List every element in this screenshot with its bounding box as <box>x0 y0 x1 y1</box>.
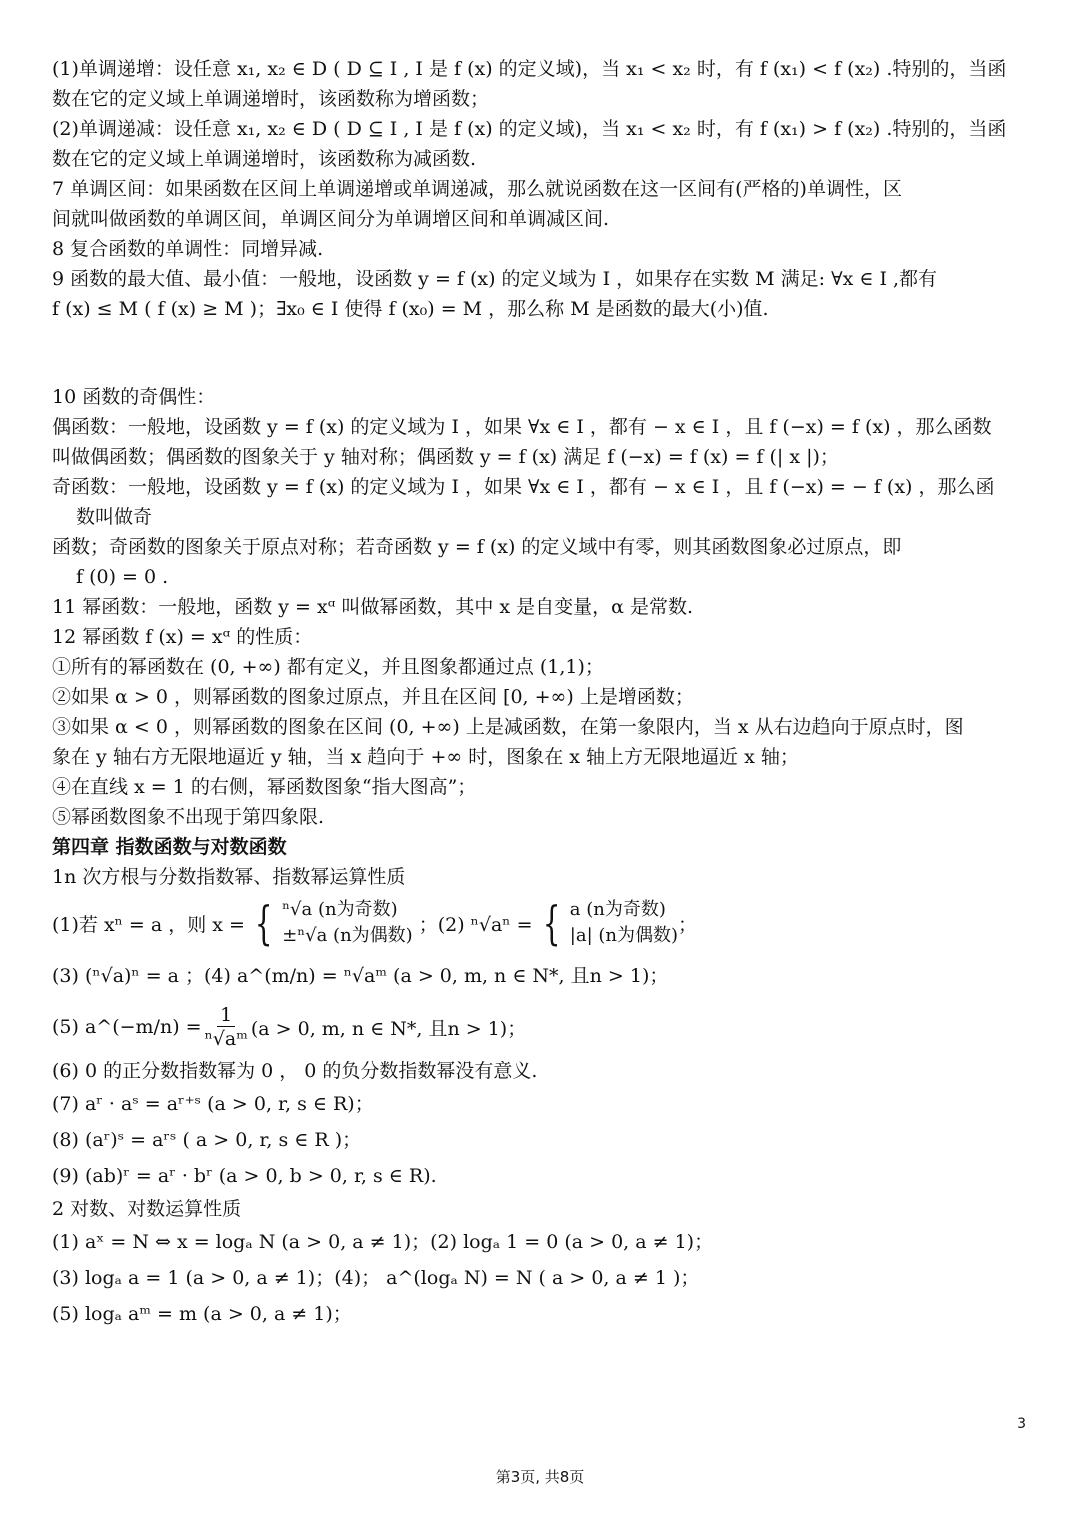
formula-negative-exponent <box>52 998 1032 1056</box>
fraction <box>205 1004 248 1051</box>
formula-line: (8) (aʳ)ˢ = aʳˢ ( a > 0, r, s ∈ R )； <box>52 1129 362 1151</box>
spacer <box>52 324 1032 382</box>
denominator: ⁿ√aᵐ <box>204 1027 248 1050</box>
text-line: 8 复合函数的单调性：同增异减. <box>52 238 324 260</box>
text-line: 2 对数、对数运算性质 <box>52 1198 242 1220</box>
document-page <box>52 54 1032 1332</box>
formula-line: (5) logₐ aᵐ = m (a > 0, a ≠ 1)； <box>52 1303 352 1325</box>
text-line: (6) 0 的正分数指数幂为 0 ， 0 的负分数指数幂没有意义. <box>52 1060 538 1082</box>
formula-part: ； <box>678 913 698 936</box>
case-line: a (n为奇数) <box>569 899 666 920</box>
text-line: ②如果 α > 0 ，则幂函数的图象过原点，并且在区间 [0, +∞) 上是增函数； <box>52 686 694 708</box>
text-line: ③如果 α < 0 ，则幂函数的图象在区间 (0, +∞) 上是减函数，在第一象限内，当 x 从右边趋向于原点时，图 <box>52 716 964 738</box>
formula-line: (7) aʳ · aˢ = aʳ⁺ˢ (a > 0, r, s ∈ R)； <box>52 1093 374 1115</box>
text-line: 数叫做奇 <box>76 506 153 528</box>
text-line: (1)单调递增：设任意 x₁, x₂ ∈ D ( D ⊆ I , I 是 f (x) 的定义域)，当 x₁ < x₂ 时，有 f (x₁) < f (x₂) .特别的，当函 <box>52 58 1007 80</box>
case-line: ±ⁿ√a (n为偶数) <box>282 925 413 946</box>
text-line: (2)单调递减：设任意 x₁, x₂ ∈ D ( D ⊆ I , I 是 f (x) 的定义域)，当 x₁ < x₂ 时，有 f (x₁) > f (x₂) .特别的，当函 <box>52 118 1007 140</box>
left-brace-icon: { <box>254 896 273 950</box>
page-footer: 第3页, 共8页 <box>495 1468 585 1486</box>
formula-roots <box>52 892 1032 954</box>
text-line: 1n 次方根与分数指数幂、指数幂运算性质 <box>52 866 406 888</box>
text-line: 叫做偶函数；偶函数的图象关于 y 轴对称；偶函数 y = f (x) 满足 f (−x) = f (x) = f (| x |)； <box>52 446 839 468</box>
text-line: 间就叫做函数的单调区间，单调区间分为单调增区间和单调减区间. <box>52 208 610 230</box>
text-line: ⑤幂函数图象不出现于第四象限. <box>52 806 325 828</box>
text-line: 10 函数的奇偶性： <box>52 386 216 408</box>
text-line: 数在它的定义域上单调递增时，该函数称为减函数. <box>52 148 477 170</box>
text-line: 11 幂函数：一般地，函数 y = xᵅ 叫做幂函数，其中 x 是自变量，α 是常数. <box>52 596 694 618</box>
chapter-heading: 第四章 指数函数与对数函数 <box>52 836 287 858</box>
left-brace-icon: { <box>542 896 560 950</box>
text-line: 奇函数：一般地，设函数 y = f (x) 的定义域为 I ，如果 ∀x ∈ I ，都有 − x ∈ I ，且 f (−x) = − f (x) ，那么函 <box>52 476 995 498</box>
formula-part: (1)若 xⁿ = a ，则 x = <box>52 913 245 936</box>
cases <box>570 897 678 949</box>
text-line: 9 函数的最大值、最小值：一般地，设函数 y = f (x) 的定义域为 I ，如果存在实数 M 满足: ∀x ∈ I ,都有 <box>52 268 938 290</box>
formula-line: (9) (ab)ʳ = aʳ · bʳ (a > 0, b > 0, r, s ∈ R). <box>52 1165 437 1187</box>
text-line: 数在它的定义域上单调递增时，该函数称为增函数； <box>52 88 490 110</box>
text-line: 函数；奇函数的图象关于原点对称；若奇函数 y = f (x) 的定义域中有零，则其函数图象必过原点，即 <box>52 536 902 558</box>
formula-part: ；(2) ⁿ√aⁿ = <box>418 913 533 936</box>
formula-line: (1) aˣ = N ⇔ x = logₐ N (a > 0, a ≠ 1)；(2) logₐ 1 = 0 (a > 0, a ≠ 1)； <box>52 1231 714 1253</box>
case-line: ⁿ√a (n为奇数) <box>282 899 398 920</box>
numerator: 1 <box>217 1004 235 1027</box>
formula-line: (3) logₐ a = 1 (a > 0, a ≠ 1)；(4)； a^(logₐ N) = N ( a > 0, a ≠ 1 )； <box>52 1267 700 1289</box>
text-line: f (0) = 0 . <box>76 566 169 588</box>
text-line: 象在 y 轴右方无限地逼近 y 轴，当 x 趋向于 +∞ 时，图象在 x 轴上方无限地逼近 x 轴； <box>52 746 799 768</box>
formula-line: (3) (ⁿ√a)ⁿ = a ；(4) a^(m/n) = ⁿ√aᵐ (a > 0, m, n ∈ N*, 且n > 1)； <box>52 965 669 987</box>
text-line: 12 幂函数 f (x) = xᵅ 的性质： <box>52 626 313 648</box>
text-line: 7 单调区间：如果函数在区间上单调递增或单调递减，那么就说函数在这一区间有(严格的)单调性，区 <box>52 178 902 200</box>
formula-part: (5) a^(−m/n) = <box>52 1016 202 1038</box>
page-number: 3 <box>1017 1416 1026 1432</box>
text-line: f (x) ≤ M ( f (x) ≥ M )；∃x₀ ∈ I 使得 f (x₀) = M ，那么称 M 是函数的最大(小)值. <box>52 298 769 320</box>
text-line: 偶函数：一般地，设函数 y = f (x) 的定义域为 I ，如果 ∀x ∈ I ，都有 − x ∈ I ，且 f (−x) = f (x) ，那么函数 <box>52 416 992 438</box>
text-line: ④在直线 x = 1 的右侧，幂函数图象“指大图高”； <box>52 776 477 798</box>
formula-part: (a > 0, m, n ∈ N*, 且n > 1)； <box>250 1017 527 1040</box>
cases <box>282 897 412 949</box>
case-line: |a| (n为偶数) <box>569 925 679 946</box>
text-line: ①所有的幂函数在 (0, +∞) 都有定义，并且图象都通过点 (1,1)； <box>52 656 604 678</box>
